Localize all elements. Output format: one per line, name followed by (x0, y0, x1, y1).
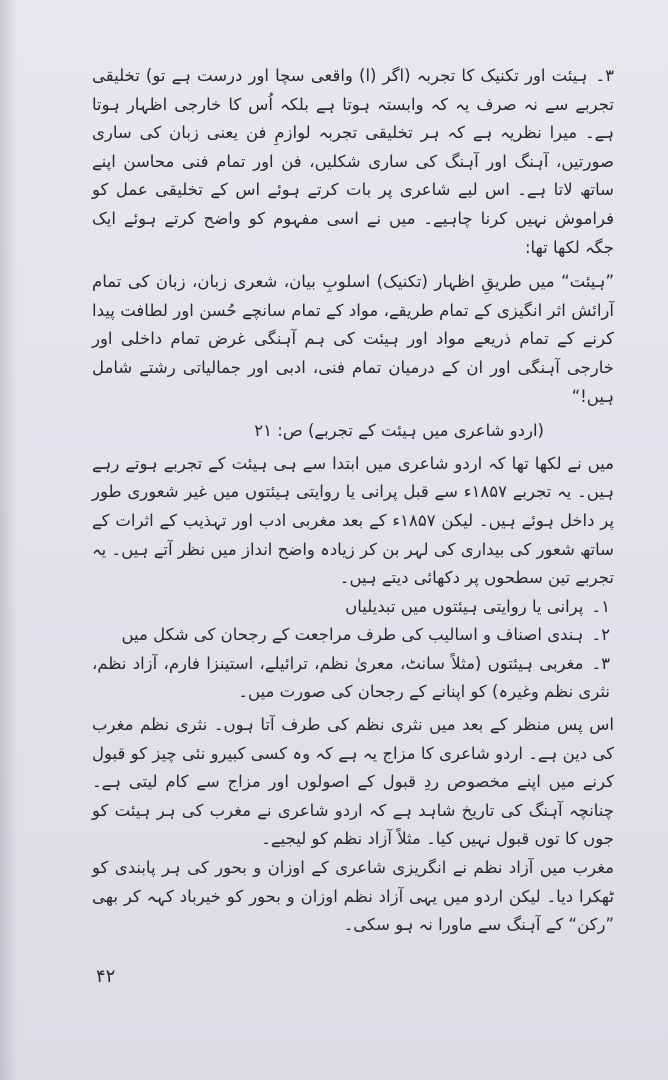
list-item-3 (92, 650, 614, 707)
citation-text: (اردو شاعری میں ہیئت کے تجربے) ص: ۲۱ (254, 421, 544, 441)
list-item-2 (92, 621, 614, 650)
paragraph-4 (92, 854, 614, 940)
page-number: ۴۲ (96, 966, 116, 987)
paragraph-number: ۳۔ (595, 66, 614, 85)
page-edge-shadow (0, 0, 18, 1080)
list-text: پرانی یا روایتی ہیئتوں میں تبدیلیاں (345, 596, 584, 616)
list-text: ہندی اصناف و اسالیب کی طرف مراجعت کے رجحان کی شکل میں (121, 625, 584, 645)
list-number: ۲۔ (591, 625, 610, 645)
page-text (92, 62, 614, 940)
list-number: ۱۔ (591, 596, 610, 616)
list-item-1 (92, 593, 614, 622)
paragraph-text: اس پس منظر کے بعد میں نثری نظم کی طرف آتا ہوں۔ نثری نظم مغرب کی دین ہے۔ اردو شاعری کا مزاج یہ ہے کہ وہ کسی کبیرو نئی چیز کو قبول کرنے میں اپنے مخصوص ردِ قبول کے اصولوں اور مزاج سے کام لیتی ہے۔ چنانچہ آہنگ کی تاریخ شاہد ہے کہ اردو شاعری نے مغرب کی ہر ہیئت کو جوں کا توں قبول نہیں کیا۔ مثلاً آزاد نظم کو لیجیے۔ (92, 715, 614, 849)
paragraph-1 (92, 62, 614, 262)
paragraph-text: میں نے لکھا تھا کہ اردو شاعری میں ابتدا سے ہی ہیئت کے تجربے ہوتے رہے ہیں۔ یہ تجربے ۱۸۵۷ء سے قبل پرانی یا روایتی ہیئتوں میں غیر شعوری طور پر داخل ہوئے ہیں۔ لیکن ۱۸۵۷ء کے بعد مغربی ادب اور تہذیب کے اثرات کے ساتھ شعور کی بیداری کی لہر بن کر زیادہ واضح انداز میں نظر آتے ہیں۔ یہ تجربے تین سطحوں پر دکھائی دیتے ہیں۔ (92, 453, 614, 588)
paragraph-text: مغرب میں آزاد نظم نے انگریزی شاعری کے اوزان و بحور کی ہر پابندی کو ٹھکرا دیا۔ لیکن اردو میں یہی آزاد نظم اوزان و بحور کو خیرباد کہہ کر بھی ”رکن“ کے آہنگ سے ماورا نہ ہو سکی۔ (92, 858, 614, 935)
paragraph-3 (92, 711, 614, 854)
list-number: ۳۔ (591, 653, 610, 673)
quotation (92, 268, 614, 411)
list-text: مغربی ہیئتوں (مثلاً سانٹ، معریٰ نظم، ترائیلے، استینزا فارم، آزاد نظم، نثری نظم وغیرہ) کو اپنانے کے رجحان کی صورت میں۔ (92, 653, 610, 702)
paragraph-2 (92, 450, 614, 593)
citation (92, 417, 614, 446)
paragraph-text: ہیئت اور تکنیک کا تجربہ (اگر (ا) واقعی سچا اور درست ہے تو) تخلیقی تجربے سے نہ صرف یہ کہ وابستہ ہوتا ہے بلکہ اُس کا خارجی اظہار ہوتا ہے۔ میرا نظریہ ہے کہ ہر تخلیقی تجربہ لوازمِ فن یعنی زبان کی ساری صورتیں، آہنگ اور آہنگ کی ساری شکلیں، فن اور تمام فنی محاسن اپنے ساتھ لاتا ہے۔ اس لیے شاعری پر بات کرتے ہوئے اس کے تخلیقی عمل کو فراموش نہیں کرنا چاہیے۔ میں نے اسی مفہوم کو واضح کرتے ہوئے ایک جگہ لکھا تھا: (92, 66, 614, 257)
quotation-text: ”ہیئت“ میں طریقِ اظہار (تکنیک) اسلوبِ بیان، شعری زبان، زبان کی تمام آرائش اثر انگیزی کے تمام طریقے، مواد کے تمام سانچے حُسن اور لطافت پیدا کرنے کے تمام ذریعے مواد اور ہیئت کی ہم آہنگی غرض تمام داخلی اور خارجی آہنگی اور ان کے درمیان تمام فنی، ادبی اور جمالیاتی رشتے شامل ہیں!“ (92, 272, 614, 406)
